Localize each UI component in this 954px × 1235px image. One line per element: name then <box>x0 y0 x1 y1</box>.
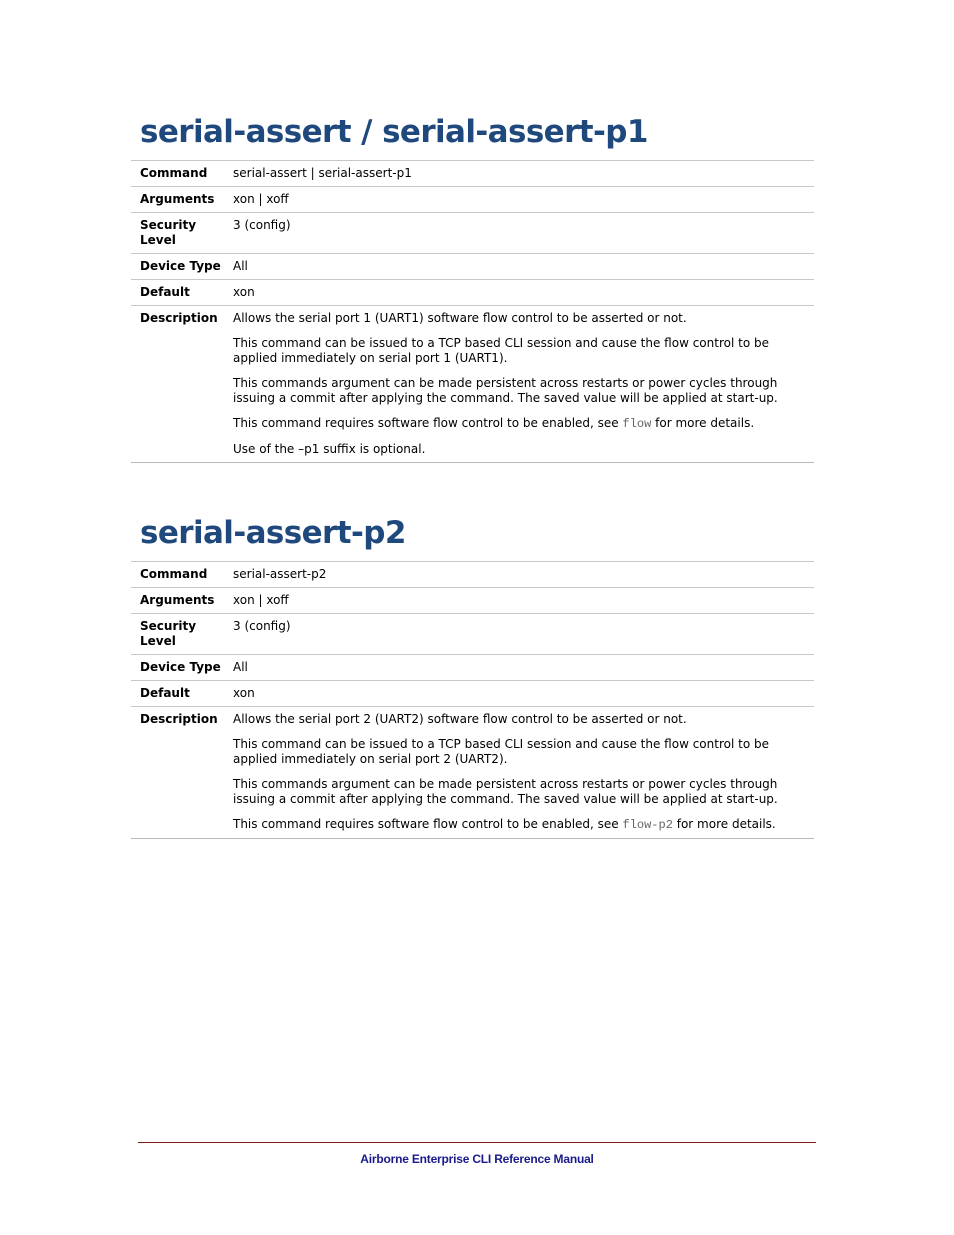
row-value: xon | xoff <box>223 187 814 213</box>
row-label: Command <box>131 161 223 187</box>
command-reference-code: flow-p2 <box>622 818 673 832</box>
table-row-arguments <box>131 588 814 614</box>
table-row-command <box>131 562 814 588</box>
table-row-description <box>131 707 814 839</box>
row-value: serial-assert-p2 <box>223 562 814 588</box>
footer-divider <box>138 1142 816 1143</box>
row-value: 3 (config) <box>223 614 814 655</box>
table-row-description <box>131 306 814 463</box>
row-value: All <box>223 254 814 280</box>
table-row-device-type <box>131 655 814 681</box>
section-serial-assert-p2 <box>131 515 814 839</box>
row-label: Default <box>131 280 223 306</box>
row-value: serial-assert | serial-assert-p1 <box>223 161 814 187</box>
row-label: Device Type <box>131 254 223 280</box>
row-value: xon <box>223 280 814 306</box>
row-value: xon <box>223 681 814 707</box>
table-row-default <box>131 681 814 707</box>
row-label: Device Type <box>131 655 223 681</box>
row-label: Description <box>131 306 223 463</box>
row-value: All <box>223 655 814 681</box>
description-paragraph: Use of the –p1 suffix is optional. <box>233 442 426 456</box>
row-label: Arguments <box>131 588 223 614</box>
row-value: 3 (config) <box>223 213 814 254</box>
description-text: for more details. <box>672 817 776 831</box>
row-label: Security Level <box>131 213 223 254</box>
description-paragraph: Allows the serial port 2 (UART2) software flow control to be asserted or not. <box>233 712 687 726</box>
description-paragraph: This command can be issued to a TCP based CLI session and cause the flow control to be applied immediately on serial port 1 (UART1). <box>233 336 769 365</box>
table-row-security-level <box>131 213 814 254</box>
description-text: This command requires software flow control to be enabled, see <box>233 416 623 430</box>
table-row-arguments <box>131 187 814 213</box>
table-row-security-level <box>131 614 814 655</box>
row-value: xon | xoff <box>223 588 814 614</box>
row-label: Description <box>131 707 223 839</box>
description-paragraph: This commands argument can be made persistent across restarts or power cycles through issuing a commit after applying the command. The saved value will be applied at start-up. <box>233 376 778 405</box>
description-paragraph <box>233 817 790 833</box>
row-label: Default <box>131 681 223 707</box>
section-title: serial-assert-p2 <box>140 515 406 551</box>
command-reference-table <box>131 160 814 463</box>
description-paragraph <box>233 416 790 432</box>
description-paragraph: Allows the serial port 1 (UART1) software flow control to be asserted or not. <box>233 311 687 325</box>
command-reference-code: flow <box>622 417 652 431</box>
description-text: This command requires software flow control to be enabled, see <box>233 817 623 831</box>
table-row-device-type <box>131 254 814 280</box>
description-value <box>223 306 814 463</box>
description-text: for more details. <box>651 416 755 430</box>
description-paragraph: This commands argument can be made persistent across restarts or power cycles through issuing a commit after applying the command. The saved value will be applied at start-up. <box>233 777 778 806</box>
section-serial-assert-p1 <box>131 114 814 463</box>
description-value <box>223 707 814 839</box>
table-row-command <box>131 161 814 187</box>
row-label: Security Level <box>131 614 223 655</box>
table-row-default <box>131 280 814 306</box>
description-paragraph: This command can be issued to a TCP based CLI session and cause the flow control to be applied immediately on serial port 2 (UART2). <box>233 737 769 766</box>
section-title: serial-assert / serial-assert-p1 <box>140 114 648 150</box>
row-label: Arguments <box>131 187 223 213</box>
row-label: Command <box>131 562 223 588</box>
command-reference-table <box>131 561 814 839</box>
footer-title: Airborne Enterprise CLI Reference Manual <box>360 1152 594 1166</box>
